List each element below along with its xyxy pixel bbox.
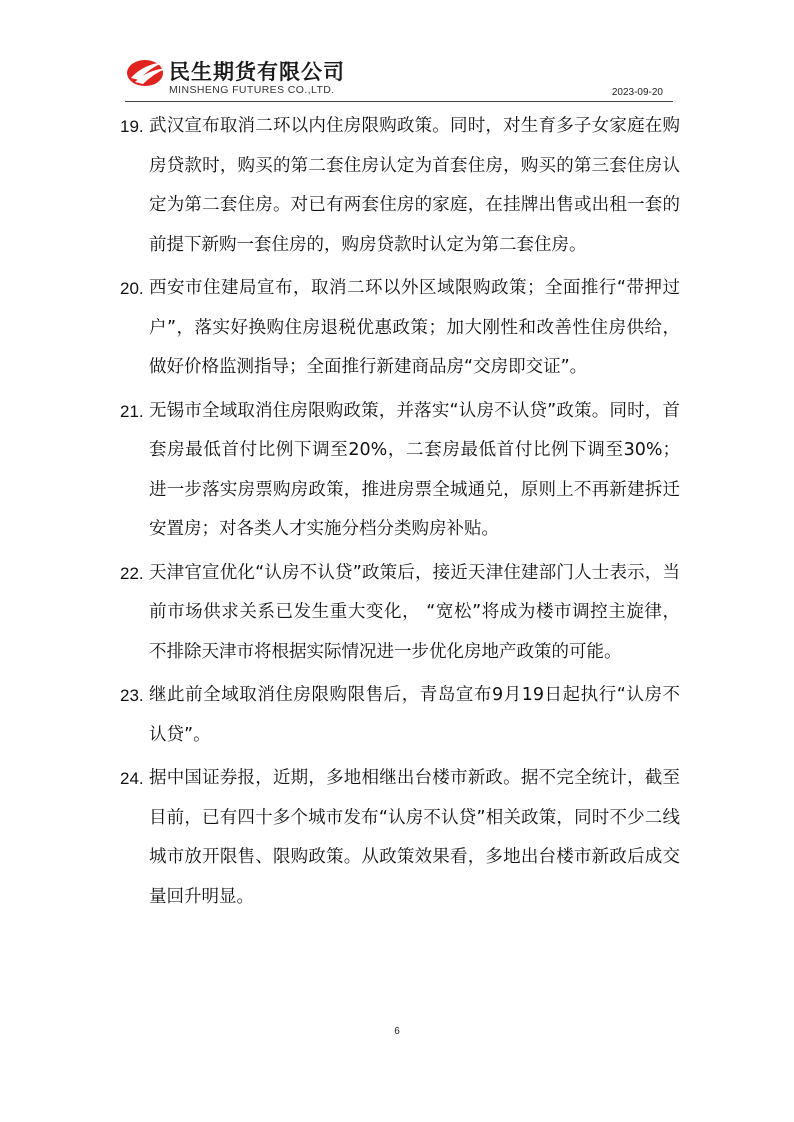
list-item — [120, 107, 680, 265]
list-item — [120, 269, 680, 388]
item-number: 21. — [120, 401, 144, 421]
list-item — [120, 676, 680, 755]
company-name-en: MINSHENG FUTURES CO.,LTD. — [169, 84, 335, 96]
item-number: 20. — [120, 279, 144, 298]
list-item — [120, 554, 680, 673]
item-number: 19. — [120, 117, 144, 136]
item-text: 无锡市全域取消住房限购政策，并落实“认房不认贷”政策。同时，首套房最低首付比例下调至20%，二套房最低首付比例下调至30%；进一步落实房票购房政策，推进房票全城通兑，原则上不再新建拆迁安置房；对各类人才实施分档分类购房补贴。 — [149, 400, 680, 539]
item-number: 24. — [120, 769, 144, 788]
report-date: 2023-09-20 — [611, 87, 663, 98]
news-list — [120, 107, 680, 921]
page-header — [125, 52, 673, 102]
item-number: 22. — [120, 563, 144, 583]
item-text: 武汉宣布取消二环以内住房限购政策。同时，对生育多子女家庭在购房贷款时，购买的第二套住房认定为首套住房，购买的第三套住房认定为第二套住房。对已有两套住房的家庭，在挂牌出售或出租一套的前提下新购一套住房的，购房贷款时认定为第二套住房。 — [149, 116, 680, 255]
item-text: 继此前全域取消住房限购限售后，青岛宣布9月19日起执行“认房不认贷”。 — [149, 685, 680, 745]
item-number: 23. — [120, 686, 144, 705]
page-number: 6 — [394, 1026, 400, 1037]
company-name-cn: 民生期货有限公司 — [169, 60, 345, 84]
item-text: 天津官宣优化“认房不认贷”政策后，接近天津住建部门人士表示，当前市场供求关系已发生重大变化， “宽松”将成为楼市调控主旋律，不排除天津市将根据实际情况进一步优化房地产政策的可能。 — [149, 562, 680, 662]
item-text: 西安市住建局宣布，取消二环以外区域限购政策；全面推行“带押过户”，落实好换购住房退税优惠政策；加大刚性和改善性住房供给，做好价格监测指导；全面推行新建商品房“交房即交证”。 — [149, 278, 680, 377]
header-divider — [125, 101, 673, 102]
item-text: 据中国证券报，近期，多地相继出台楼市新政。据不完全统计，截至目前，已有四十多个城市发布“认房不认贷”相关政策，同时不少二线城市放开限售、限购政策。从政策效果看，多地出台楼市新政后成交量回升明显。 — [149, 768, 680, 907]
list-item — [120, 392, 680, 550]
list-item — [120, 759, 680, 917]
minsheng-logo-icon — [125, 56, 169, 88]
